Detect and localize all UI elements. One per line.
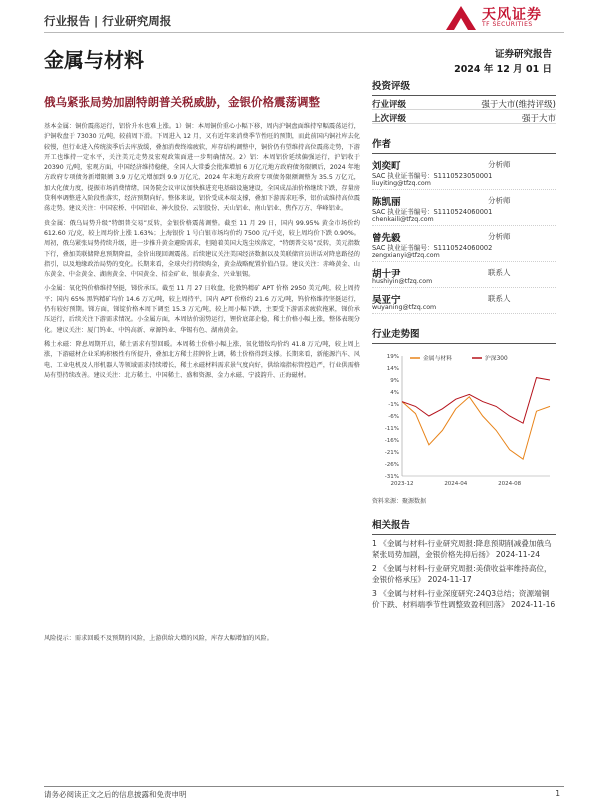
related-report-link[interactable]: 3 《金属与材料-行业深度研究:24Q3总结；资源端铜价下跌、材料端季节性调整致盈利回落》 2024-11-16 bbox=[372, 589, 556, 609]
rating-value: 强于大市 bbox=[521, 114, 556, 124]
risk-warning: 风险提示：需求回暖不及预期的风险，上游供给大增的风险，库存大幅增加的风险。 bbox=[44, 635, 273, 642]
author-name: 胡十尹 bbox=[372, 269, 401, 280]
page-header bbox=[44, 8, 564, 34]
related-report-link[interactable]: 1 《金属与材料-行业研究周报:降息预期削减叠加俄乌紧张局势加剧，金银价格先抑后扬》 2024-11-24 bbox=[372, 539, 552, 559]
authors-title: 作者 bbox=[372, 134, 556, 154]
y-tick-label: -31% bbox=[384, 474, 399, 480]
report-body bbox=[44, 122, 360, 662]
logo-text-cn: 天风证券 bbox=[482, 7, 542, 23]
y-tick-label: -16% bbox=[384, 438, 399, 444]
chart-source: 资料来源：聚源数据 bbox=[372, 498, 427, 505]
author-email[interactable]: wuyaning@tfzq.com bbox=[372, 304, 437, 311]
author-card bbox=[372, 288, 556, 314]
x-tick-label: 2024-04 bbox=[444, 481, 468, 487]
logo-text-en: TF SECURITIES bbox=[482, 21, 533, 28]
y-tick-label: 9% bbox=[390, 378, 399, 384]
y-tick-label: 19% bbox=[386, 354, 399, 360]
y-tick-label: 4% bbox=[390, 390, 399, 396]
y-tick-label: 14% bbox=[386, 366, 399, 372]
header-divider bbox=[44, 32, 564, 33]
breadcrumb: 行业报告 | 行业研究周报 bbox=[44, 14, 172, 28]
rating-label: 上次评级 bbox=[372, 114, 407, 124]
related-title: 相关报告 bbox=[372, 515, 556, 535]
rating-label: 行业评级 bbox=[372, 100, 407, 110]
author-cert: SAC 执业证书编号：S1110523050001 bbox=[372, 172, 493, 180]
x-tick-label: 2023-12 bbox=[390, 481, 414, 487]
industry-trend-chart bbox=[372, 344, 556, 494]
author-role: 联系人 bbox=[488, 294, 511, 303]
legend-label-1: 沪深300 bbox=[485, 356, 508, 362]
legend-label-0: 金属与材料 bbox=[423, 356, 452, 362]
footer-divider bbox=[44, 786, 564, 787]
author-role: 联系人 bbox=[488, 268, 511, 277]
sidebar bbox=[372, 76, 556, 610]
y-tick-label: -6% bbox=[388, 414, 399, 420]
author-name: 陈凯丽 bbox=[372, 197, 401, 208]
trend-chart-svg bbox=[372, 344, 556, 494]
report-headline: 俄乌紧张局势加剧特朗普关税威胁，金银价格震荡调整 bbox=[44, 95, 320, 109]
rating-value: 强于大市(维持评级) bbox=[481, 100, 556, 110]
rating-row-previous bbox=[372, 110, 556, 124]
tf-logo-icon bbox=[444, 4, 478, 32]
author-email[interactable]: liuyiting@tfzq.com bbox=[372, 180, 431, 187]
author-cert: SAC 执业证书编号：S1110524060001 bbox=[372, 208, 493, 216]
y-tick-label: -26% bbox=[384, 462, 399, 468]
body-paragraph-base-metals: 基本金属：铜价震荡运行，铝价升水也难上涨。1）铜：本周铜价重心小幅下移，周内沪铜盘面维持窄幅震荡运行，沪铜收盘于 73030 元/吨，较前周下滑。下周进入 12 月，又有近年来消费季节性旺的预期，而此前国内铜社库去化较慢，但行业进入传统淡季后去库放缓，叠加消费终端疲软，库存结构调整中，铜价仍有望维持高位震荡走势，下游开工也维持一定水平，关注美元走势及宏观政策面进一步明确情况。2）铝：本周铝价延续偏强运行，沪铝收于 20390 元/吨，宏观方面，中国经济维持稳健，全国人大常委会批准增加 6 万亿元地方政府债务限额后，2024 年地方政府专项债务新增限额 3.9 万亿元增加到 9.9 万亿元，2024 年末地方政府专项债务限额调整为 35.5 万亿元，加大化债力度，提振市场消费情绪，国务院会议审议加快推进充电基础设施建设，全国成品油价格继续下跌，存量房贷利率调整进入阶段性落实，经济预期向好。整体来说，铝价受成本端支撑，叠加下游需求旺季，铝价或维持高位震荡走势。建议关注：中国宏桥、中国铝业、神火股份、云铝股份、天山铝业、南山铝业、焦作万方、华峰铝业。 bbox=[44, 123, 360, 213]
author-role: 分析师 bbox=[488, 232, 511, 241]
x-tick-label: 2024-08 bbox=[498, 481, 522, 487]
chart-title: 行业走势图 bbox=[372, 324, 556, 344]
related-report-link[interactable]: 2 《金属与材料-行业研究周报:美债收益率维持高位，金银价格承压》 2024-11-17 bbox=[372, 564, 552, 584]
disclaimer-text: 请务必阅读正文之后的信息披露和免责申明 bbox=[44, 790, 187, 799]
author-email[interactable]: chenkaili@tfzq.com bbox=[372, 216, 434, 223]
series-line-1 bbox=[402, 378, 550, 424]
report-date: 2024 年 12 月 01 日 bbox=[454, 64, 552, 75]
author-card bbox=[372, 262, 556, 288]
author-cert: SAC 执业证书编号：S1110524060002 bbox=[372, 244, 493, 252]
y-tick-label: -1% bbox=[388, 402, 399, 408]
author-role: 分析师 bbox=[488, 196, 511, 205]
rating-row-current bbox=[372, 96, 556, 110]
author-card bbox=[372, 226, 556, 262]
body-paragraph-rare-earth: 稀土永磁：降息周期开启，稀土需求有望回暖。本周稀土价格小幅上涨，氧化镨钕均价约 41.8 万元/吨，较上周上涨，下游磁材企业采购积极性有所提升，叠加北方稀土挂牌价上调，稀土价格得到支撑。长期来看，新能源汽车、风电、工业电机及人形机器人等领域需求持续增长，稀土永磁材料需求景气度向好，供给端指标管控趋严，行业供需格局有望持续改善。建议关注：北方稀土、中国稀土、盛和资源、金力永磁、宁波韵升、正海磁材。 bbox=[44, 340, 360, 379]
author-name: 吴亚宁 bbox=[372, 295, 401, 306]
page-number: 1 bbox=[555, 789, 560, 798]
report-type: 证券研究报告 bbox=[494, 49, 552, 60]
body-paragraph-minor-metals: 小金属：氧化钨价格维持坚挺，锑价承压。截至 11 月 27 日收盘，伦敦钨精矿 APT 价格 2950 美元/吨，较上周持平；国内 65% 黑钨精矿均价 14.6 万元/吨，较上周持平，国内 APT 价格约 21.6 万元/吨，钨价格维持坚挺运行，仍有较好预期。锑方面，锑锭价格本周下调至 15.3 万元/吨，较上周小幅下跌，主要受下游需求疲软拖累，锑价承压运行，后续关注下游需求情况。小金属方面，本周钴价弱势运行，锂价底部企稳，稀土价格小幅上涨，整体表现分化。建议关注：厦门钨业、中钨高新、章源钨业、华锡有色、湖南黄金。 bbox=[44, 285, 360, 334]
section-title: 金属与材料 bbox=[44, 48, 144, 72]
author-role: 分析师 bbox=[488, 160, 511, 169]
author-name: 曾先毅 bbox=[372, 233, 401, 244]
y-tick-label: -21% bbox=[384, 450, 399, 456]
y-tick-label: -11% bbox=[384, 426, 399, 432]
author-card bbox=[372, 154, 556, 190]
rating-title: 投资评级 bbox=[372, 76, 556, 96]
author-email[interactable]: zengxianyi@tfzq.com bbox=[372, 252, 440, 259]
author-email[interactable]: hushiyin@tfzq.com bbox=[372, 278, 433, 285]
author-card bbox=[372, 190, 556, 226]
body-paragraph-precious-metals: 贵金属：俄乌局势升级“特朗普交易”反转，金银价格震荡调整。截至 11 月 29 日，国内 99.95% 黄金市场价约 612.60 元/克，较上周均价上涨 1.63%；上海银价 1 号白银市场均价约 7500 元/千克，较上周均价下跌 0.90%。周初，俄乌紧张局势持续升级，进一步推升黄金避险需求，但随着美国大选尘埃落定，“特朗普交易”反转，美元指数下行，叠加美联储降息预期降温，金价出现回调震荡。后续建议关注美国经济数据以及美联储官员讲话对降息路径的指引，以及地缘政治局势的变化。长期来看，全球央行持续购金，黄金战略配置价值凸显。建议关注：赤峰黄金、山东黄金、中金黄金、湖南黄金、中国黄金、招金矿业、银泰黄金、兴业银锡。 bbox=[44, 219, 360, 279]
author-name: 刘奕町 bbox=[372, 161, 401, 172]
company-logo bbox=[444, 4, 564, 32]
